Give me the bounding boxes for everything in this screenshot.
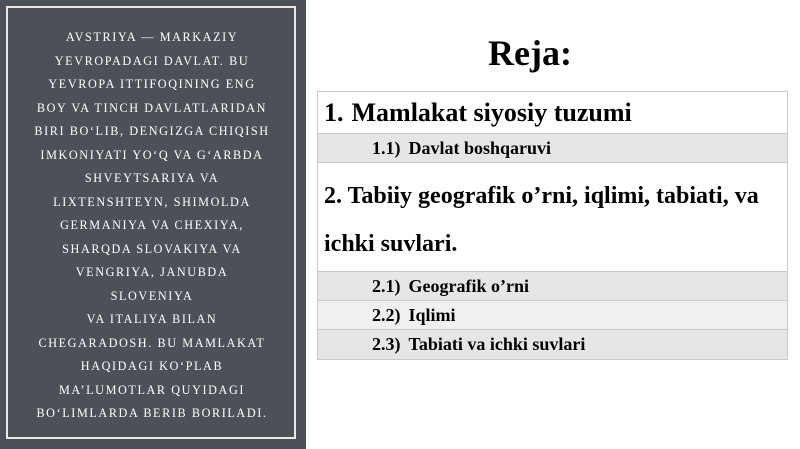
plan-title: Reja: [488,33,572,73]
intro-line: LIXTENSHTEYN, SHIMOLDA [53,194,251,209]
intro-line: VENGRIYA, JANUBDA [75,265,229,279]
plan-subsection-1-1 [318,134,787,163]
subsection-label: Tabiati va ichki suvlari [408,334,586,354]
subsection-label: Davlat boshqaruvi [408,137,552,158]
intro-line: SHARQDA SLOVAKIYA VA [62,241,242,256]
plan-subsection-2-2 [318,301,787,330]
intro-line: BOY VA TINCH DAVLATLARIDAN [36,100,268,115]
plan-table [317,91,788,360]
subsection-number: 1.1) [372,137,401,158]
intro-line: MA’LUMOTLAR QUYIDAGI [58,382,246,397]
intro-panel [0,0,306,449]
section-label: Mamlakat siyosiy tuzumi [351,97,632,127]
intro-line: SHVEYTSARIYA VA [84,171,220,185]
intro-line: SLOVENIYA [110,288,194,303]
subsection-number: 2.2) [372,304,401,325]
subsection-label: Geografik o’rni [408,275,529,296]
subsection-number: 2.1) [372,275,401,296]
intro-line: VA ITALIYA BILAN [86,312,218,326]
plan-subsection-2-3 [318,330,787,359]
plan-subsection-2-1 [318,272,787,301]
intro-line: YEVROPA ITTIFOQINING ENG [48,77,256,91]
intro-line: BIRI BO‘LIB, DENGIZGA CHIQISH [34,124,270,138]
intro-line: AVSTRIYA — MARKAZIY [65,30,239,44]
intro-line: GERMANIYA VA CHEXIYA, [60,218,244,232]
intro-line: CHEGARADOSH. BU MAMLAKAT [38,335,266,350]
intro-line: HAQIDAGI KO‘PLAB [80,359,224,373]
subsection-number: 2.3) [372,334,401,354]
intro-line: IMKONIYATI YO‘Q VA G‘ARBDA [40,147,264,162]
subsection-label: Iqlimi [408,304,456,325]
intro-line: BO‘LIMLARDA BERIB BORILADI. [36,406,268,420]
intro-line: YEVROPADAGI DAVLAT. BU [54,53,250,68]
plan-section-2 [318,163,787,272]
section-label: 2. Tabiiy geografik o’rni, iqlimi, tabiati, va ichki suvlari. [324,183,759,257]
plan-section-1 [318,92,787,134]
intro-text [14,26,290,426]
section-number: 1. [324,97,344,127]
